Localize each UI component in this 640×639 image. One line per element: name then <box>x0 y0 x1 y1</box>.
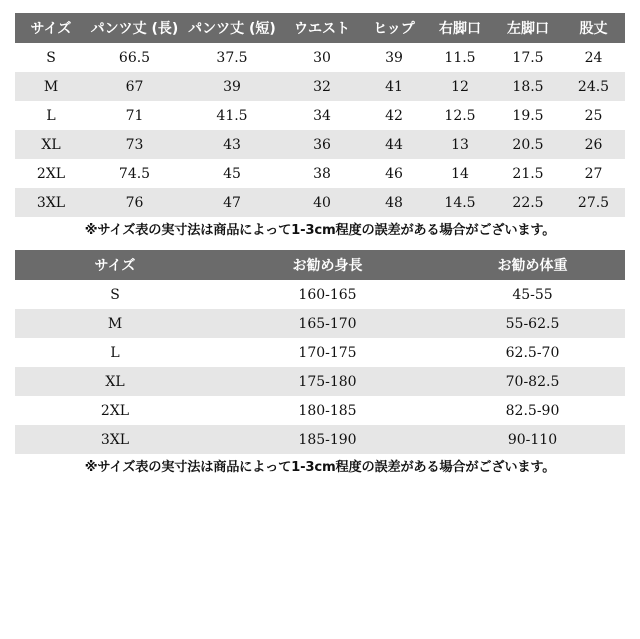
table-cell: 26 <box>562 130 625 159</box>
table-cell: 45 <box>182 159 282 188</box>
table-cell: 37.5 <box>182 43 282 72</box>
table-row <box>15 338 625 367</box>
table-cell: 11.5 <box>426 43 494 72</box>
table-cell: 41.5 <box>182 101 282 130</box>
table-cell: 185-190 <box>215 425 440 454</box>
table-cell: 12 <box>426 72 494 101</box>
table-cell: L <box>15 338 215 367</box>
table-cell: 180-185 <box>215 396 440 425</box>
table-cell: XL <box>15 367 215 396</box>
table-cell: 160-165 <box>215 280 440 309</box>
table-row <box>15 367 625 396</box>
table-cell: 39 <box>182 72 282 101</box>
header-recommended-height: お勧め身長 <box>215 250 440 280</box>
table-row <box>15 396 625 425</box>
table-cell: M <box>15 72 87 101</box>
table-cell: 2XL <box>15 159 87 188</box>
table-cell: 46 <box>362 159 426 188</box>
table-row <box>15 425 625 454</box>
size-chart-block <box>15 13 625 244</box>
header-pants-length-long: パンツ丈 (長) <box>87 13 182 43</box>
table-cell: 45-55 <box>440 280 625 309</box>
table-row <box>15 280 625 309</box>
table-cell: 2XL <box>15 396 215 425</box>
table-cell: M <box>15 309 215 338</box>
size-chart-table <box>15 13 625 217</box>
table-cell: 34 <box>282 101 362 130</box>
table-cell: 12.5 <box>426 101 494 130</box>
recommended-header-row <box>15 250 625 280</box>
table-cell: 48 <box>362 188 426 217</box>
header-size: サイズ <box>15 250 215 280</box>
table-cell: 36 <box>282 130 362 159</box>
header-rise: 股丈 <box>562 13 625 43</box>
table-cell: 27.5 <box>562 188 625 217</box>
table-cell: 42 <box>362 101 426 130</box>
table-cell: 71 <box>87 101 182 130</box>
table-cell: 22.5 <box>494 188 562 217</box>
table-cell: 41 <box>362 72 426 101</box>
table-row <box>15 309 625 338</box>
table-cell: 76 <box>87 188 182 217</box>
table-cell: S <box>15 280 215 309</box>
recommended-size-block <box>15 250 625 481</box>
table-cell: 74.5 <box>87 159 182 188</box>
table-cell: 82.5-90 <box>440 396 625 425</box>
table-cell: 20.5 <box>494 130 562 159</box>
table-cell: 170-175 <box>215 338 440 367</box>
table-cell: 175-180 <box>215 367 440 396</box>
table-cell: 27 <box>562 159 625 188</box>
table-cell: 32 <box>282 72 362 101</box>
table-cell: 21.5 <box>494 159 562 188</box>
table-cell: 17.5 <box>494 43 562 72</box>
table-row <box>15 159 625 188</box>
table-cell: 24 <box>562 43 625 72</box>
table-cell: 38 <box>282 159 362 188</box>
table-cell: 19.5 <box>494 101 562 130</box>
table-cell: XL <box>15 130 87 159</box>
table-cell: 18.5 <box>494 72 562 101</box>
size-chart-header-row <box>15 13 625 43</box>
table-cell: 47 <box>182 188 282 217</box>
table-cell: 13 <box>426 130 494 159</box>
table-cell: 43 <box>182 130 282 159</box>
header-left-leg-opening: 左脚口 <box>494 13 562 43</box>
measurement-error-note: ※サイズ表の実寸法は商品によって1-3cm程度の誤差がある場合がございます。 <box>84 460 556 475</box>
measurement-error-note: ※サイズ表の実寸法は商品によって1-3cm程度の誤差がある場合がございます。 <box>84 223 556 238</box>
table-cell: 30 <box>282 43 362 72</box>
table-cell: 67 <box>87 72 182 101</box>
table-cell: 39 <box>362 43 426 72</box>
header-pants-length-short: パンツ丈 (短) <box>182 13 282 43</box>
table-cell: 66.5 <box>87 43 182 72</box>
table-cell: 62.5-70 <box>440 338 625 367</box>
table-cell: 3XL <box>15 188 87 217</box>
table-cell: 70-82.5 <box>440 367 625 396</box>
header-hip: ヒップ <box>362 13 426 43</box>
table-cell: 73 <box>87 130 182 159</box>
table-row <box>15 101 625 130</box>
table-cell: S <box>15 43 87 72</box>
table-cell: 25 <box>562 101 625 130</box>
table-cell: 165-170 <box>215 309 440 338</box>
table-row <box>15 130 625 159</box>
table-cell: 24.5 <box>562 72 625 101</box>
table-row <box>15 72 625 101</box>
table-cell: 44 <box>362 130 426 159</box>
recommended-size-table <box>15 250 625 454</box>
table-cell: 40 <box>282 188 362 217</box>
table-row <box>15 43 625 72</box>
header-waist: ウエスト <box>282 13 362 43</box>
header-size: サイズ <box>15 13 87 43</box>
table-cell: 90-110 <box>440 425 625 454</box>
table-cell: 14.5 <box>426 188 494 217</box>
table-cell: 14 <box>426 159 494 188</box>
table-cell: 3XL <box>15 425 215 454</box>
table-row <box>15 188 625 217</box>
table-cell: L <box>15 101 87 130</box>
header-recommended-weight: お勧め体重 <box>440 250 625 280</box>
header-right-leg-opening: 右脚口 <box>426 13 494 43</box>
table-cell: 55-62.5 <box>440 309 625 338</box>
